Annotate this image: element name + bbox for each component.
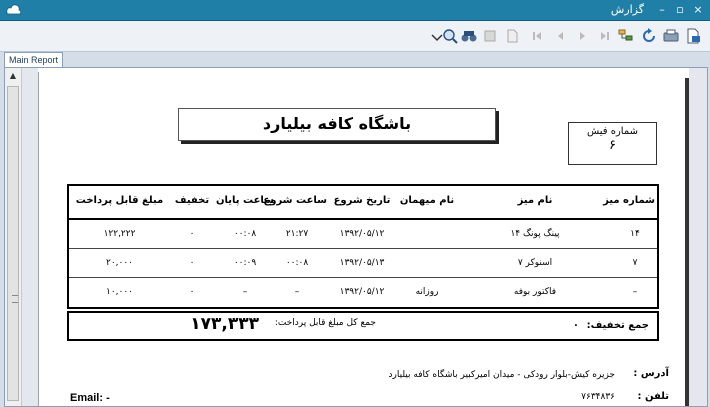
- sessions-table: [67, 184, 659, 309]
- stop-icon[interactable]: [481, 27, 499, 45]
- cell-table-no: ۷: [632, 258, 638, 268]
- cell-payable: ۲۰,۰۰۰: [105, 258, 134, 268]
- table-row: [69, 220, 657, 249]
- cell-start-time: ۰۰:۰۸: [285, 258, 309, 268]
- header-start-date: تاریخ شروع: [333, 195, 391, 206]
- refresh-icon[interactable]: [640, 27, 658, 45]
- last-page-icon[interactable]: [596, 27, 614, 45]
- address-value: جزیره کیش-بلوار رودکی - میدان امیرکبیر باشگاه کافه بیلیارد: [388, 370, 615, 380]
- search-icon[interactable]: [460, 27, 478, 45]
- tab-strip: [0, 52, 710, 67]
- cell-start-date: ۱۳۹۲/۰۵/۱۲: [339, 229, 385, 239]
- header-guest: نام میهمان: [399, 195, 455, 206]
- cell-payable: ۱۲۲,۲۲۲: [103, 229, 136, 239]
- summary-box: [67, 311, 659, 341]
- tree-icon[interactable]: [617, 27, 635, 45]
- page-icon[interactable]: [503, 27, 521, 45]
- page-margin-right: [689, 68, 708, 407]
- vertical-scrollbar[interactable]: [5, 68, 22, 407]
- cell-start-date: ۱۳۹۲/۰۵/۱۲: [339, 287, 385, 297]
- header-table-name: نام میز: [517, 195, 553, 206]
- invoice-number-label: شماره فیش: [586, 126, 638, 137]
- window-title: گزارش: [610, 3, 644, 16]
- cell-start-time: –: [294, 287, 300, 297]
- window-titlebar: [0, 0, 710, 21]
- total-discount-value: ۰: [572, 320, 579, 331]
- table-row: [69, 249, 657, 278]
- table-row: [69, 278, 657, 307]
- header-payable: مبلغ قابل پرداخت: [75, 195, 164, 206]
- scroll-thumb[interactable]: [7, 86, 19, 401]
- report-title: باشگاه کافه بیلیارد: [178, 108, 496, 141]
- invoice-number-value: ۶: [609, 138, 616, 153]
- app-cloud-icon: [6, 3, 22, 17]
- invoice-number-box: [568, 122, 657, 165]
- scroll-grip-icon: [12, 295, 18, 303]
- total-payable-value: ۱۷۳,۳۳۳: [190, 314, 259, 334]
- page-margin-left: [22, 68, 38, 407]
- total-discount-label: جمع تخفیف:: [586, 320, 649, 331]
- cell-end-time: ۰۰:۰۸: [233, 229, 257, 239]
- cell-table-name: فاکتور بوفه: [513, 287, 557, 297]
- export-icon[interactable]: [662, 27, 680, 45]
- address-label: آدرس :: [633, 368, 669, 379]
- header-table-no: شماره میز: [603, 195, 655, 206]
- cell-guest: روزانه: [415, 287, 439, 297]
- maximize-button[interactable]: ▫: [676, 3, 684, 16]
- report-toolbar: [0, 21, 710, 52]
- total-payable-label: جمع کل مبلغ قابل پرداخت:: [274, 318, 376, 328]
- minimize-button[interactable]: –: [659, 3, 665, 16]
- email-label: Email: -: [70, 392, 110, 404]
- scroll-up-icon[interactable]: ▲: [9, 71, 17, 80]
- cell-payable: ۱۰,۰۰۰: [105, 287, 134, 297]
- cell-discount: ۰: [189, 287, 195, 297]
- prev-page-icon[interactable]: [551, 27, 569, 45]
- cell-discount: ۰: [189, 229, 195, 239]
- header-start-time: ساعت شروع: [263, 195, 327, 206]
- close-button[interactable]: ×: [693, 3, 703, 16]
- cell-start-time: ۲۱:۲۷: [285, 229, 309, 239]
- table-header-row: [69, 186, 657, 220]
- cell-end-time: –: [242, 287, 248, 297]
- next-page-icon[interactable]: [574, 27, 592, 45]
- cell-discount: ۰: [189, 258, 195, 268]
- cell-start-date: ۱۳۹۲/۰۵/۱۳: [339, 258, 385, 268]
- header-end-time: ساعت پایان: [215, 195, 275, 206]
- cell-table-no: ۱۴: [630, 229, 640, 239]
- report-page: [38, 72, 685, 407]
- first-page-icon[interactable]: [528, 27, 546, 45]
- cell-table-name: پینگ پونگ ۱۴: [510, 229, 560, 239]
- tab-main-report[interactable]: Main Report: [4, 52, 63, 67]
- cell-end-time: ۰۰:۰۹: [233, 258, 257, 268]
- cell-table-name: اسنوکر ۷: [517, 258, 553, 268]
- phone-value: ۷۶۳۴۸۳۶: [581, 392, 615, 402]
- report-viewport: [4, 67, 708, 407]
- header-discount: تخفیف: [174, 195, 210, 206]
- zoom-icon[interactable]: [441, 27, 459, 45]
- print-icon[interactable]: [684, 27, 702, 45]
- cell-table-no: –: [632, 287, 638, 297]
- phone-label: تلفن :: [637, 391, 669, 402]
